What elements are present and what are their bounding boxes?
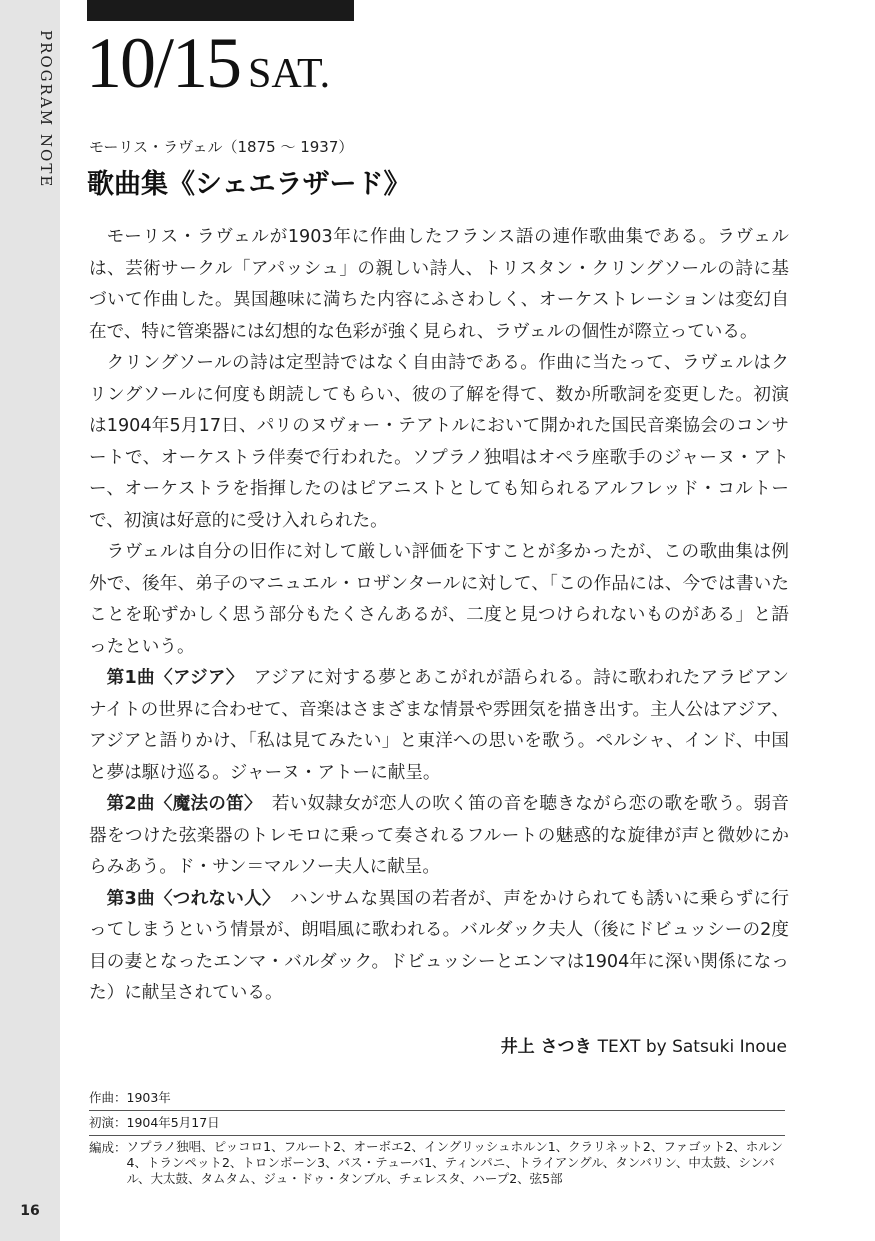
- movement-paragraph: [89, 663, 789, 789]
- program-note-body: [89, 222, 789, 1010]
- author-byline: [501, 1032, 787, 1057]
- movement-text: アジアに対する夢とあこがれが語られる。詩に歌われたアラビアンナイトの世界に合わせて、音楽はさまざまな情景や雰囲気を描き出す。主人公はアジア、アジアと語りかけ、「私は見てみたい」と東洋への思いを歌う。ペルシャ、インド、中国と夢は駆け巡る。ジャーヌ・アトーに献呈。: [89, 668, 789, 783]
- movement-text: ハンサムな異国の若者が、声をかけられても誘いに乗らずに行ってしまうという情景が、朗唱風に歌われる。バルダック夫人（後にドビュッシーの2度目の妻となったエンマ・バルダック。ドビュッシーとエンマは1904年に深い関係になった）に献呈されている。: [89, 888, 789, 1003]
- date-header-bar: [87, 0, 354, 21]
- movement-paragraph: [89, 789, 789, 884]
- movement-paragraph: [89, 884, 789, 1010]
- section-label: PROGRAM NOTE: [37, 30, 55, 189]
- movement-text: 若い奴隷女が恋人の吹く笛の音を聴きながら恋の歌を歌う。弱音器をつけた弦楽器のトレモロに乗って奏されるフルートの魅惑的な旋律が声と微妙にからみあう。ド・サン＝マルソー夫人に献呈。: [89, 794, 789, 877]
- page-number: 16: [20, 1203, 40, 1219]
- movement-title: 第3曲〈つれない人〉: [106, 888, 280, 909]
- premiere-date: 初演：1904年5月17日: [89, 1110, 785, 1133]
- instrumentation: [89, 1135, 785, 1189]
- author-name: 井上 さつき: [500, 1037, 592, 1057]
- paragraph: ラヴェルは自分の旧作に対して厳しい評価を下すことが多かったが、この歌曲集は例外で、後年、弟子のマニュエル・ロザンタールに対して、「この作品には、今では書いたことを恥ずかしく思う部分もたくさんあるが、二度と見つけられないものがある」と語ったという。: [89, 542, 789, 657]
- paragraph: クリングソールの詩は定型詩ではなく自由詩である。作曲に当たって、ラヴェルはクリングソールに何度も朗読してもらい、彼の了解を得て、数か所歌詞を変更した。初演は1904年5月17日、パリのヌヴォー・テアトルにおいて開かれた国民音楽協会のコンサートで、オーケストラ伴奏で行われた。ソプラノ独唱はオペラ座歌手のジャーヌ・アトー、オーケストラを指揮したのはピアニストとしても知られるアルフレッド・コルトーで、初演は好意的に受け入れられた。: [89, 353, 789, 531]
- paragraph: モーリス・ラヴェルが1903年に作曲したフランス語の連作歌曲集である。ラヴェルは、芸術サークル「アパッシュ」の親しい詩人、トリスタン・クリングソールの詩に基づいて作曲した。異国趣味に満ちた内容にふさわしく、オーケストレーションは変幻自在で、特に管楽器には幻想的な色彩が強く見られ、ラヴェルの個性が際立っている。: [89, 227, 789, 342]
- concert-date: [86, 22, 330, 105]
- author-credit: TEXT by Satsuki Inoue: [597, 1037, 787, 1057]
- movement-title: 第1曲〈アジア〉: [106, 668, 244, 688]
- work-info: [89, 1087, 785, 1189]
- instrumentation-label: 編成：: [89, 1140, 127, 1155]
- instrumentation-list: ソプラノ独唱、ピッコロ1、フルート2、オーボエ2、イングリッシュホルン1、クラリネット2、ファゴット2、ホルン4、トランペット2、トロンボーン3、バス・テューバ1、ティンパニ、トライアングル、タンバリン、中太鼓、シンバル、大太鼓、タムタム、ジュ・ドゥ・タンブル、チェレスタ、ハープ2、弦5部: [126, 1139, 783, 1186]
- work-title: 歌曲集《シェエラザード》: [87, 169, 411, 200]
- composer-name: モーリス・ラヴェル（1875 〜 1937）: [89, 138, 354, 156]
- date-weekday: SAT.: [248, 51, 331, 97]
- composition-year: 作曲：1903年: [89, 1090, 171, 1105]
- movement-title: 第2曲〈魔法の笛〉: [106, 794, 262, 814]
- date-month-day: 10/15: [86, 23, 241, 103]
